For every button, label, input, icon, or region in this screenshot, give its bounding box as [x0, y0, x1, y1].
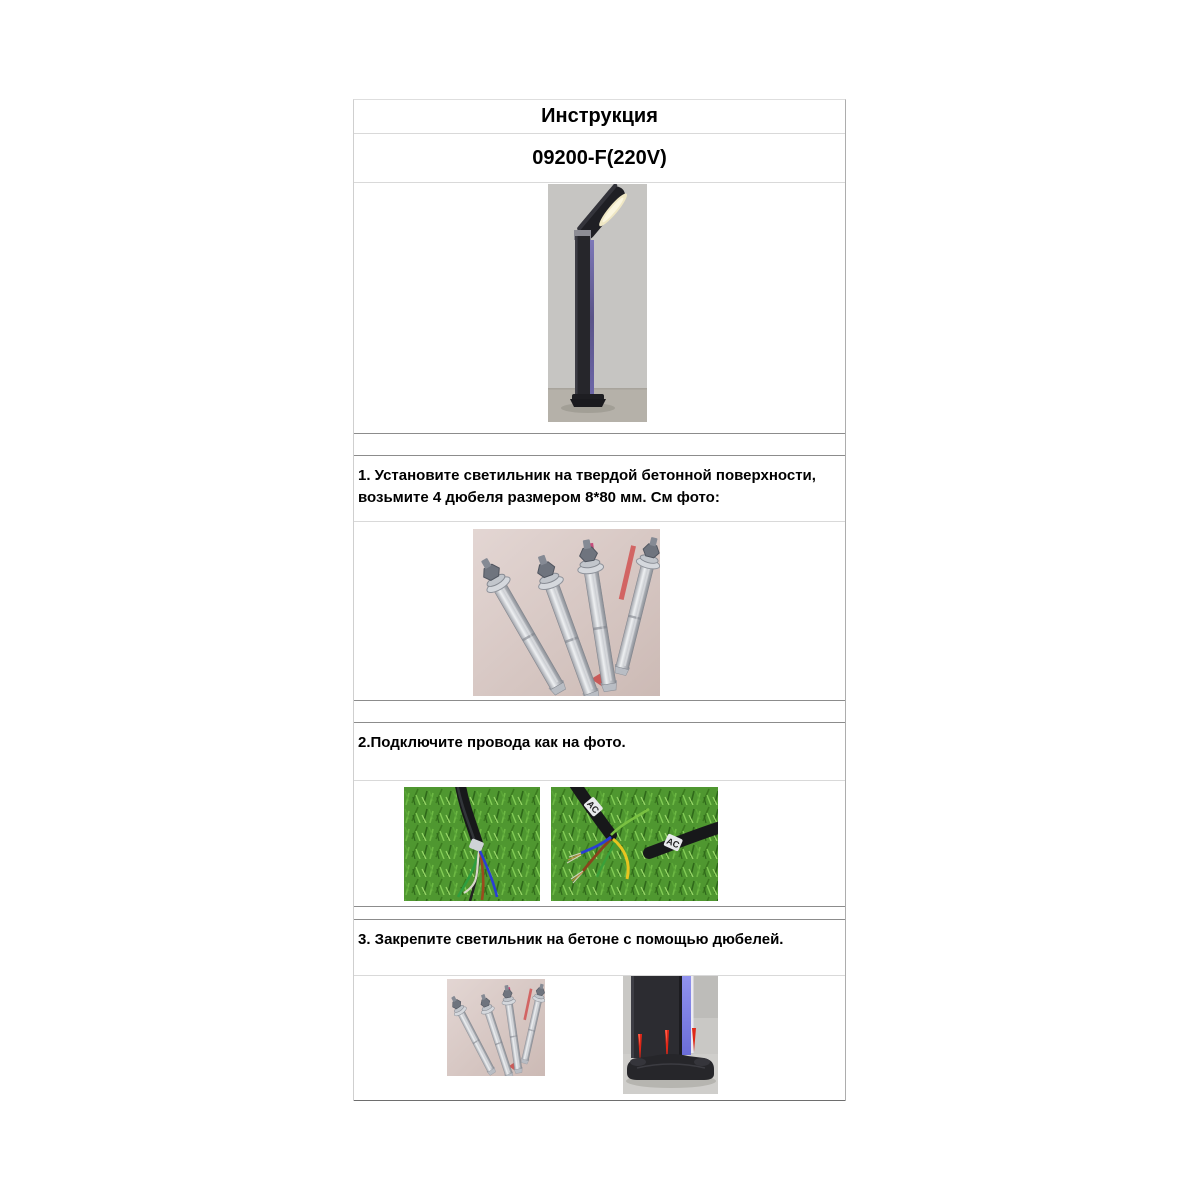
anchor-bolts-photo — [473, 529, 660, 696]
spacer-row — [354, 907, 845, 920]
step-1-photo-row — [354, 522, 845, 701]
step-3-text: 3. Закрепите светильник на бетоне с помощью дюбелей. — [358, 931, 784, 948]
led-stripe — [682, 976, 691, 1055]
cable-label: AC — [584, 798, 602, 816]
model-number-row — [354, 134, 845, 183]
lamp-product-photo — [548, 184, 647, 422]
step-3-text-row — [354, 920, 845, 976]
wire-photo-2 — [551, 787, 718, 901]
cable-label: AC — [665, 835, 681, 851]
step-1-text-row — [354, 456, 845, 522]
lamp-base-photo — [623, 976, 718, 1094]
step-1-text: 1. Установите светильник на твердой бетонной поверхности, возьмите 4 дюбеля размером 8*80 мм. См фото: — [358, 467, 816, 506]
spacer-row — [354, 701, 845, 723]
anchor-bolts-photo-small — [447, 979, 545, 1076]
step-3-photo-row — [354, 976, 845, 1101]
spacer-row — [354, 434, 845, 456]
led-stripe — [590, 240, 594, 395]
page-title: Инструкция — [541, 105, 658, 127]
step-2-photo-row — [354, 781, 845, 907]
model-number: 09200-F(220V) — [532, 146, 667, 169]
instruction-document — [353, 99, 846, 1101]
lamp-photo-row — [354, 183, 845, 434]
wire-photo-1 — [404, 787, 540, 901]
step-2-text-row — [354, 723, 845, 781]
step-2-text: 2.Подключите провода как на фото. — [358, 734, 626, 751]
document-title-row — [354, 100, 845, 134]
